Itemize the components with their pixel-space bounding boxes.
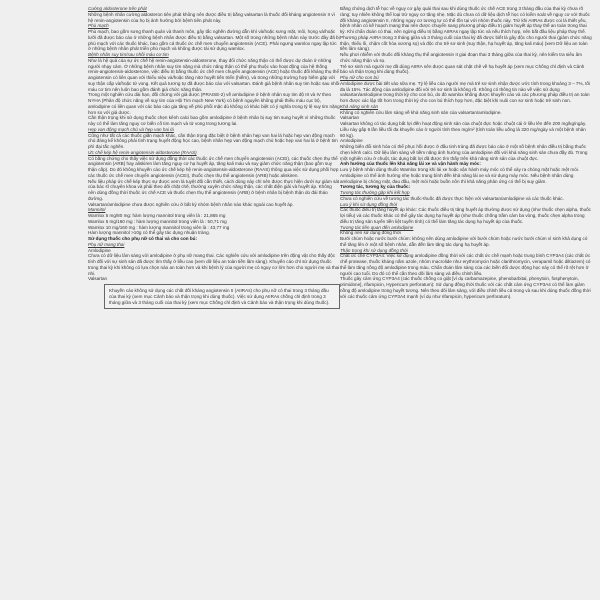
paragraph: Phù mạch, bao gồm sưng thanh quản và thanh môn, gây tắc nghẽn đường dẫn khí và/hoặc sưng mặt, môi, họng và/hoặc lưỡi đã được báo cáo ở những bệnh nhân được điều trị bằng valsartan. Một số trong những bệnh nhân này trước đây đã bị phù mạch với các thuốc khác, bao gồm cả thuốc ức chế men chuyển angiotensin (ACE). Phải ngưng wamlox ngay lập tức ở những bệnh nhân phát triển phù mạch và không được tái sử dụng wamlox.	[88, 29, 340, 52]
section-heading: Sử dụng thuốc cho phụ nữ có thai và cho con bú:	[88, 236, 197, 241]
paragraph: Amlodipine	[88, 247, 111, 253]
paragraph: Trong một nghiên cứu dài hạn, đối chứng với giả dược (PRAISE-2) về amlodipine ở bệnh nhân suy tim độ III và IV theo NYHA (Phân độ chức năng về suy tim của Hội Tim mạch New York) có bệnh nguyên không phải thiếu máu cục bộ, amlodipine có liên quan với các báo cáo gia tăng về phù phổi mặc dù không có khác biệt có ý nghĩa trong tỷ lệ suy tim nặng hơn so với giả dược.	[88, 92, 340, 115]
paragraph: Không có nghiên cứu lâm sàng về khả năng sinh sản của valsartan/amlodipine.	[340, 109, 502, 115]
paragraph: Valsartan	[340, 115, 360, 121]
subsection-heading: Hẹp van động mạch chủ và hẹp van hai lá	[88, 126, 174, 132]
subsection-heading: Bệnh nhân suy tim/sau nhồi máu cơ tim	[88, 52, 169, 57]
subsection-heading: Tương tác liên quan đến amlodipine	[340, 224, 414, 230]
paragraph: Amlodipine có thể ảnh hưởng nhẹ hoặc trung bình đến khả năng lái xe và sử dụng máy móc. Nếu bệnh nhân dùng amlodipine bị chóng mặt, đau đầu, mệt mỏi hoặc buồn nôn thì khả năng phản ứng có thể bị suy giảm.	[340, 172, 574, 184]
paragraph: Chưa có dữ liệu lâm sàng với amlodipine ở phụ nữ mang thai. Các nghiên cứu với amlodipine trên động vật cho thấy độc tính đối với sự sinh sản đã được tìm thấy ở liều cao (xem dữ liệu an toàn tiền lâm sàng). Khuyến cáo chỉ sử dụng thuốc trong thai kỳ khi không có lựa chọn nào an toàn hơn và khi bệnh lý của người mẹ có nguy cơ lớn hơn cho người mẹ và thai nhi.	[88, 253, 340, 276]
paragraph: Phương pháp AIIRA trong 3 tháng giữa và 3 tháng cuối của thai kỳ đã được biết là gây độc cho người thai (giảm chức năng thận, thiểu ối, chậm cốt hóa xương sọ) và độc cho trẻ sơ sinh (suy thận, hạ huyết áp, tăng kali máu) (xem Dữ liệu an toàn tiền lâm sàng).	[340, 34, 592, 52]
paragraph: Bằng chứng dịch tễ học về nguy cơ gây quái thai sau khi dùng thuốc ức chế ACE trong 3 tháng đầu của thai kỳ chưa rõ ràng; tuy nhiên không thể loại trừ nguy cơ tăng nhẹ. Mặc dù chưa có dữ liệu dịch tễ học có kiểm soát về nguy cơ với thuốc đối kháng angiotensin II, những nguy cơ tương tự có thể tồn tại với nhóm thuốc này. Trừ khi AIIRAs được coi là thiết yếu, bệnh nhân có kế hoạch mang thai nên được chuyển sang phương pháp điều trị giảm huyết áp thay thế an toàn trong thai kỳ. Khi chẩn đoán có thai, nên ngừng điều trị bằng AIIRAs ngay lập tức và nếu thích hợp, nên bắt đầu liệu pháp thay thế.	[340, 6, 590, 34]
right-column	[340, 6, 592, 299]
subsection-heading: Phù mạch	[88, 23, 109, 29]
subsection-heading: Ức chế kép hệ renin-angiotensin-aldosterone (RAAS)	[88, 149, 197, 155]
paragraph: Các thuốc điều trị tăng huyết áp khác: Các thuốc điều trị tăng huyết áp thường được sử dụng (như thuốc chẹn alpha, thuốc lợi tiểu) và các thuốc khác có thể gây tác dụng hạ huyết áp (như thuốc chống trầm cảm ba vòng, thuốc chẹn alpha trong điều trị tăng sản tuyến tiền liệt tuyến tính) có thể làm tăng tác dụng hạ huyết áp của thuốc.	[340, 207, 591, 224]
paragraph: Nếu phơi nhiễm với thuốc đối kháng thụ thể angiotensin II giai đoạn thai 3 tháng giữa của thai kỳ, nên kiểm tra siêu âm chức năng thận và sọ.	[340, 52, 582, 63]
subsection-heading: Mannitol	[88, 207, 106, 213]
section-heading: Tương tác, tương kỵ của thuốc:	[340, 184, 411, 190]
paragraph: Những bệnh nhân cường aldosteron tiên phát không nên được điều trị bằng valsartan là thuốc đối kháng angiotensin II vì hệ renin-angiotensin của họ bị ảnh hưởng bởi bệnh tiên phát này.	[88, 11, 335, 23]
paragraph: Lưu ý bệnh nhân dùng thuốc Wamlox trong khi lái xe hoặc vận hành máy móc có thể xảy ra chóng mặt hoặc mệt mỏi.	[340, 167, 580, 172]
subsection-heading: Khả năng sinh sản	[340, 103, 379, 109]
paragraph: Wamlox 5 mg/80 mg: hàm lượng mannitol trong viên là : 21,865 mg	[88, 213, 226, 218]
paragraph: Những biến đổi sinh hóa có thể phục hồi được ở đầu tinh trùng đã được báo cáo ở một số bệnh nhân điều trị bằng thuốc chẹn kênh calci. Dữ liệu lâm sàng về tiềm năng ảnh hưởng của amlodipine đối với khả năng sinh sản chưa đầy đủ. Trong một nghiên cứu ở chuột, tác dụng bất lợi đã được tìm thấy trên khả năng sinh sản của chuột đực.	[340, 144, 588, 161]
subsection-heading: Tương tác thường gặp khi kết hợp	[340, 190, 410, 195]
paragraph: Thuốc gây cảm ứng CYP3A4 (các thuốc chống co giật [ví dụ carbamazepine, phenobarbital, phenytoin, fosphenytoin, primidone], rifampicin, Hypericum perforatum): Sử dụng đồng thời thuốc với các chất cảm ứng CYP3A4 có thể làm giảm nồng độ amlodipine trong huyết tương. Nên theo dõi lâm sàng, với điều chỉnh liều cả trong và sau khi dùng thuốc đồng thời với các thuốc cảm ứng CYP3A4 mạnh (ví dụ như rifampicin, hypericum perforatum).	[340, 276, 591, 299]
paragraph: Hàm lượng mannitol >10g có thể gây tác dụng nhuận tràng.	[88, 230, 210, 236]
paragraph: Cũng như tất cả các thuốc giãn mạch khác, cần thận trọng đặc biệt ở bệnh nhân hẹp van hai lá hoặc hẹp van động mạch chủ đáng kể không phải tình trạng huyết động học cao, bệnh nhân hẹp van động mạch chủ hoặc hẹp van hai lá ở bệnh tim phì đại tắc nghẽn.	[88, 132, 338, 149]
paragraph: Không nên sử dụng đồng thời	[340, 230, 402, 236]
paragraph: Nếu liệu pháp ức chế kép thực sự được xem là tuyệt đối cần thiết, cách dùng này chỉ nên được thực hiện dưới sự giám sát của bác sĩ chuyên khoa và phải theo dõi chặt chẽ, thường xuyên chức năng thận, các chất điện giải và huyết áp. Không nên dùng đồng thời thuốc ức chế ACE và thuốc chẹn thụ thể angiotensin (ARB) ở bệnh nhân bị bệnh thận do đái tháo đường.	[88, 178, 340, 201]
subsection-heading: Cường aldosterone trên phát	[88, 6, 147, 11]
subsection-heading: Thận trọng khi sử dụng đồng thời	[340, 247, 408, 253]
left-column	[88, 6, 340, 309]
paragraph: Cần thận trọng khi sử dụng thuốc chẹn kênh calci bao gồm amlodipine ở bệnh nhân bị suy tim sung huyết vì những thuốc này có thể làm tăng nguy cơ biến cố tim mạch và tử vong trong tương lai.	[88, 115, 336, 126]
section-heading: Ảnh hưởng của thuốc lên khả năng lái xe và vận hành máy móc:	[340, 161, 481, 167]
paragraph: Chưa có nghiên cứu về tương tác thuốc-thuốc đã được thực hiện với valsartan/amlodipine và các thuốc khác.	[340, 195, 564, 201]
paragraph: Như là hệ quả của sự ức chế hệ renin-angiotensin-aldosterone, thay đổi chức năng thận có thể được dự đoán ở những người nhạy cảm. Ở những bệnh nhân suy tim nặng mà chức năng thận có thể phụ thuộc vào hoạt động của hệ thống renin-angiotensin-aldosterone, việc điều trị bằng thuốc ức chế men chuyển angiotensin (ACE) hoặc thuốc đối kháng thụ thể angiotensin có liên quan với thiểu niệu và/hoặc tăng nitơ huyết tiến triển (hiếm), và trong những trường hợp hiếm gặp với suy thận cấp và/hoặc tử vong. Kết quả tương tự đã được báo cáo với valsartan. Đánh giá bệnh nhân suy tim hoặc sau nhồi máu cơ tim nên luôn bao gồm đánh giá chức năng thận.	[88, 57, 340, 92]
paragraph: Có bằng chứng cho thấy việc sử dụng đồng thời các thuốc ức chế men chuyển angiotensin (ACEI), các thuốc chẹn thụ thể angiotensin (ARB) hay aliskiren làm tăng nguy cơ hạ huyết áp, tăng kali máu và suy giảm chức năng thận (bao gồm suy thận cấp). Do đó không khuyến cáo ức chế kép hệ renin-angiotensin-aldosterone (RAAS) thông qua việc sử dụng phối hợp các thuốc ức chế men chuyển angiotensin (ACEI), thuốc chẹn thụ thể angiotensin (ARB) hoặc aliskiren.	[88, 155, 339, 178]
paragraph: Valsartan không có tác dụng bất lợi đến hoạt động sinh sản của chuột đực hoặc chuột cái ở liều lên đến 200 mg/kg/ngày. Liều này gấp 6 lần liều tối đa khuyến cáo ở người tính theo mg/m² (tính toán liều uống là 320 mg/ngày và một bệnh nhân 60 kg).	[340, 121, 587, 138]
subsection-heading: Phụ nữ cho con bú	[340, 75, 379, 80]
paragraph: Amlodipine được bài tiết vào sữa mẹ. Tỷ lệ liều của người mẹ mà trẻ sơ sinh nhận được ước tính trong khoảng 3 – 7%, tối đa là 15%. Tác động của amlodipine đối với trẻ sơ sinh là không rõ. Không có thông tin nào về việc sử dụng valsartan/amlodipine trong thời kỳ cho con bú, do đó wamlox không được khuyến cáo và các phương pháp điều trị an toàn hơn được xác lập tốt hơn trong thời kỳ cho con bú thích hợp hơn, đặc biệt khi nuôi con sơ sinh hoặc trẻ sinh non.	[340, 80, 590, 103]
paragraph: Chất ức chế CYP3A4: Việc sử dụng amlodipine đồng thời với các chất ức chế mạnh hoặc trung bình CYP3A4 (các chất ức chế protease, thuốc kháng nấm azole, nhóm macrolide như erythromycin hoặc clarithromycin, verapamil hoặc diltiazem) có thể làm tăng nồng độ amlodipine trong máu. Chẩn đoán lâm sàng của các biến đổi dược động học này có thể rõ rệt hơn ở người cao tuổi. Do đó có thể cần theo dõi lâm sàng và điều chỉnh liều.	[340, 253, 591, 276]
paragraph: Valsartan/amlodipine chưa được nghiên cứu ở bất kỳ nhóm bệnh nhân nào khác ngoài cao huyết áp.	[88, 201, 294, 207]
paragraph: Amlodipine	[340, 138, 363, 144]
paragraph: Wamlox 5 mg/160 mg : hàm lượng mannitol trong viên là : 50,71 mg	[88, 218, 227, 224]
paragraph: Trẻ sơ sinh mà người mẹ đã dùng AIIRA nên được quan sát chặt chẽ về hạ huyết áp (xem mục Chống chỉ định và Cảnh báo và thận trọng khi dùng thuốc).	[340, 63, 585, 75]
paragraph: Valsartan	[88, 276, 108, 282]
subsection-heading: Lưu ý khi sử dụng đồng thời	[340, 201, 398, 207]
paragraph: Bưởi chùm hoặc nước bưởi chùm: không nên dùng amlodipine với bưởi chùm hoặc nước bưởi chùm vì sinh khả dụng có thể tăng lên ở một số bệnh nhân, dẫn đến làm tăng tác dụng hạ huyết áp.	[340, 236, 588, 247]
subsection-heading: Phụ nữ mang thai	[88, 241, 125, 247]
paragraph: Wamlox 10 mg/160 mg : hàm lượng mannitol trong viên là : 43,77 mg	[88, 224, 230, 230]
warning-box: Khuyến cáo không sử dụng các chất đối kháng angiotensin II (AIIRAs) cho phụ nữ có thai trong 3 tháng đầu của thai kỳ (xem mục Cảnh báo và thận trọng khi dùng thuốc). Việc sử dụng AIIRAs chống chỉ định trong 3 tháng giữa và 3 tháng cuối của thai kỳ (xem mục Chống chỉ định và Cảnh báo và thận trọng khi dùng thuốc).	[104, 284, 340, 309]
